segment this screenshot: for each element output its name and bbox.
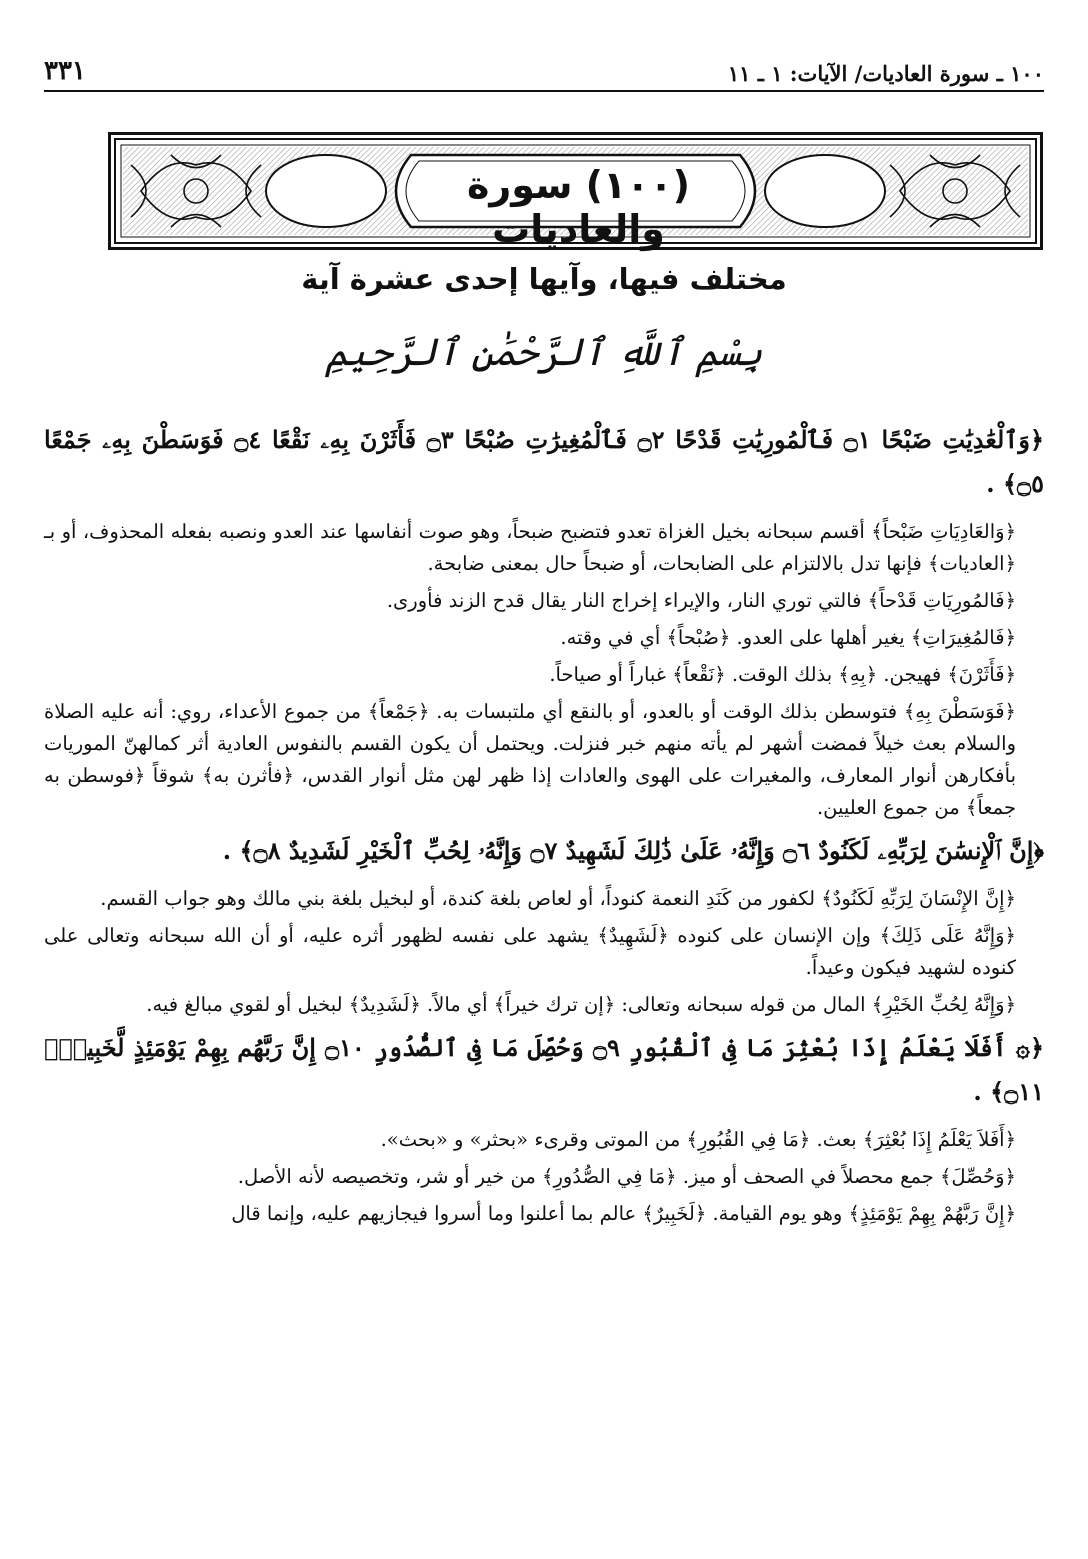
- basmala: بِسْمِ ٱللَّهِ ٱلرَّحْمَٰنِ ٱلرَّحِيمِ: [325, 330, 763, 374]
- commentary-paragraph: ﴿إِنَّ رَبَّهُمْ بِهِمْ يَوْمَئِذٍ﴾ وهو يوم القيامة. ﴿لَخَبِيرٌ﴾ عالم بما أعلنوا وما أسروا فيجازيهم عليه، وإنما قال: [231, 1202, 1016, 1225]
- commentary-paragraph: ﴿وَحُصِّلَ﴾ جمع محصلاً في الصحف أو ميز. ﴿مَا فِي الصُّدُورِ﴾ من خير أو شر، وتخصيصه لأنه الأصل.: [237, 1165, 1016, 1188]
- surah-title: (١٠٠) سورة والعاديات: [466, 163, 691, 251]
- commentary-paragraph: ﴿إِنَّ الإِنْسَانَ لِرَبِّهِ لَكَنُودٌ﴾ لكفور من كَنَدِ النعمة كنوداً، أو لعاص بلغة كندة، أو لبخيل بلغة بني مالك وهو جواب القسم.: [100, 887, 1016, 910]
- surah-title-banner: [108, 132, 1043, 250]
- quran-verse-block: ﴿وَٱلْعَٰدِيَٰتِ ضَبْحًا ۝١ فَٱلْمُورِيَٰتِ قَدْحًا ۝٢ فَٱلْمُغِيرَٰتِ صُبْحًا ۝٣ فَأَثَرْنَ بِهِۦ نَقْعًا ۝٤ فَوَسَطْنَ بِهِۦ جَمْعًا ۝٥﴾ .: [44, 425, 1045, 498]
- commentary-paragraph: ﴿فَالمُغِيرَاتِ﴾ يغير أهلها على العدو. ﴿صُبْحاً﴾ أي في وقته.: [560, 626, 1016, 649]
- commentary-paragraph: ﴿وَإِنَّهُ عَلَى ذَلِكَ﴾ وإن الإنسان على كنوده ﴿لَشَهِيدٌ﴾ يشهد على نفسه لظهور أثره عليه، أو أن الله سبحانه وتعالى على كنوده لشهيد فيكون وعيداً.: [44, 924, 1016, 979]
- tafsir-body: [44, 418, 1044, 1235]
- commentary-paragraph: ﴿أَفَلاَ يَعْلَمُ إِذَا بُعْثِرَ﴾ بعث. ﴿مَا فِي القُبُورِ﴾ من الموتى وقرىء «بحثر» و «بحث».: [380, 1128, 1016, 1151]
- commentary-paragraph: ﴿فَوَسَطْنَ بِهِ﴾ فتوسطن بذلك الوقت أو بالعدو، أو بالنقع أي ملتبسات به. ﴿جَمْعاً﴾ من جموع الأعداء، روي: أنه عليه الصلاة والسلام بعث خيلاً فمضت أشهر لم يأته منهم خبر فنزلت. ويحتمل أن يكون القسم بالنفوس العادية أثر كمالهنّ الموريات بأفكارهن أنوار المعارف، والمغيرات على الهوى والعادات إذا ظهر لهن مثل أنوار القدس، ﴿فأثرن به﴾ شوقاً ﴿فوسطن به جمعاً﴾ من جموع العليين.: [44, 700, 1016, 819]
- commentary-paragraph: ﴿وَالعَادِيَاتِ ضَبْحاً﴾ أقسم سبحانه بخيل الغزاة تعدو فتضبح ضبحاً، وهو صوت أنفاسها عند العدو ونصبه بفعله المحذوف، أو بـ ﴿العاديات﴾ فإنها تدل بالالتزام على الضابحات، أو ضبحاً حال بمعنى ضابحة.: [44, 520, 1016, 575]
- running-head: ١٠٠ ـ سورة العاديات/ الآيات: ١ ـ ١١: [727, 61, 1044, 86]
- commentary-paragraph: ﴿فَالمُورِيَاتِ قَدْحاً﴾ فالتي توري النار، والإيراء إخراج النار يقال قدح الزند فأورى.: [386, 589, 1016, 612]
- page-header: [44, 52, 1044, 92]
- commentary-paragraph: ﴿فَأَثَرْنَ﴾ فهيجن. ﴿بِهِ﴾ بذلك الوقت. ﴿نَقْعاً﴾ غباراً أو صياحاً.: [549, 663, 1016, 686]
- commentary-paragraph: ﴿وَإِنَّهُ لِحُبِّ الخَيْرِ﴾ المال من قوله سبحانه وتعالى: ﴿إن ترك خيراً﴾ أي مالاً. ﴿لَشَدِيدٌ﴾ لبخيل أو لقوي مبالغ فيه.: [146, 993, 1016, 1016]
- page-number: ٣٣١: [44, 56, 86, 86]
- quran-verse-block: ﴿إِنَّ ٱلْإِنسَٰنَ لِرَبِّهِۦ لَكَنُودٌ ۝٦ وَإِنَّهُۥ عَلَىٰ ذَٰلِكَ لَشَهِيدٌ ۝٧ وَإِنَّهُۥ لِحُبِّ ٱلْخَيْرِ لَشَدِيدٌ ۝٨﴾ .: [222, 836, 1044, 865]
- quran-verse-block: ﴿۞ أَفَلَا يَعْلَمُ إِذَا بُعْثِرَ مَا فِى ٱلْقُبُورِ ۝٩ وَحُصِّلَ مَا فِى ٱلصُّدُورِ ۝١٠ إِنَّ رَبَّهُم بِهِمْ يَوْمَئِذٍ لَّخَبِيرٌۢ ۝١١﴾ .: [44, 1033, 1045, 1106]
- surah-subtitle: مختلف فيها، وآيها إحدى عشرة آية: [301, 262, 787, 296]
